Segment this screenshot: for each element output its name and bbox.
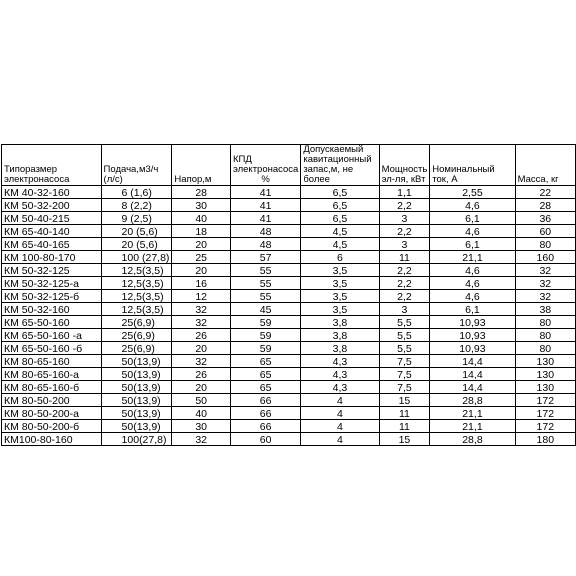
- cell-mass: 60: [515, 225, 575, 238]
- table-row: [2, 342, 576, 355]
- cell-power: 7,5: [379, 381, 430, 394]
- header-power-line1: Мощность: [381, 164, 428, 175]
- cell-head: 50: [172, 394, 231, 407]
- header-flow: [101, 145, 172, 186]
- table-row: [2, 277, 576, 290]
- cell-flow: 25(6,9): [101, 316, 172, 329]
- header-npsh-line1: Допускаемый: [303, 144, 364, 155]
- cell-power: 11: [379, 251, 430, 264]
- cell-npsh: 3,5: [301, 290, 379, 303]
- cell-current: 2,55: [430, 186, 515, 199]
- cell-npsh: 4,3: [301, 381, 379, 394]
- cell-head: 40: [172, 212, 231, 225]
- cell-npsh: 4: [301, 394, 379, 407]
- cell-efficiency: 65: [230, 355, 300, 368]
- table-row: [2, 212, 576, 225]
- header-power: [379, 145, 430, 186]
- cell-model: КМ 50-32-200: [2, 199, 102, 212]
- cell-model: КМ 80-50-200-а: [2, 407, 102, 420]
- table-row: [2, 381, 576, 394]
- cell-mass: 130: [515, 368, 575, 381]
- cell-npsh: 6,5: [301, 186, 379, 199]
- cell-mass: 80: [515, 342, 575, 355]
- cell-current: 4,6: [430, 199, 515, 212]
- cell-npsh: 6: [301, 251, 379, 264]
- cell-head: 32: [172, 355, 231, 368]
- header-efficiency-line2: электронасоса: [232, 164, 299, 175]
- cell-efficiency: 55: [230, 290, 300, 303]
- cell-model: КМ 50-32-125-а: [2, 277, 102, 290]
- cell-flow: 12,5(3,5): [101, 303, 172, 316]
- cell-flow: 20 (5,6): [101, 238, 172, 251]
- table-body: [2, 145, 576, 446]
- cell-model: КМ100-80-160: [2, 433, 102, 446]
- cell-efficiency: 48: [230, 225, 300, 238]
- cell-mass: 80: [515, 238, 575, 251]
- cell-npsh: 3,8: [301, 342, 379, 355]
- cell-flow: 25(6,9): [101, 329, 172, 342]
- header-flow-line1: Подача,м3/ч: [103, 164, 159, 175]
- pump-spec-table: [1, 144, 576, 446]
- cell-power: 5,5: [379, 316, 430, 329]
- cell-power: 2,2: [379, 225, 430, 238]
- cell-flow: 20 (5,6): [101, 225, 172, 238]
- cell-head: 20: [172, 342, 231, 355]
- cell-efficiency: 45: [230, 303, 300, 316]
- cell-head: 20: [172, 264, 231, 277]
- cell-mass: 160: [515, 251, 575, 264]
- cell-current: 14,4: [430, 355, 515, 368]
- cell-model: КМ 80-50-200-б: [2, 420, 102, 433]
- cell-current: 4,6: [430, 290, 515, 303]
- cell-model: КМ 50-40-215: [2, 212, 102, 225]
- cell-model: КМ 65-40-165: [2, 238, 102, 251]
- cell-current: 28,8: [430, 433, 515, 446]
- cell-power: 15: [379, 394, 430, 407]
- cell-flow: 50(13,9): [101, 420, 172, 433]
- cell-head: 20: [172, 381, 231, 394]
- cell-model: КМ 50-32-125-б: [2, 290, 102, 303]
- cell-flow: 6 (1,6): [101, 186, 172, 199]
- cell-npsh: 3,8: [301, 316, 379, 329]
- header-mass-text: Масса, кг: [517, 174, 559, 185]
- table-row: [2, 407, 576, 420]
- cell-efficiency: 59: [230, 329, 300, 342]
- cell-model: КМ 65-40-140: [2, 225, 102, 238]
- cell-mass: 172: [515, 407, 575, 420]
- cell-current: 21,1: [430, 420, 515, 433]
- table-row: [2, 290, 576, 303]
- cell-power: 15: [379, 433, 430, 446]
- cell-mass: 80: [515, 316, 575, 329]
- header-head-text: Напор,м: [174, 174, 212, 185]
- cell-efficiency: 66: [230, 420, 300, 433]
- table-row: [2, 199, 576, 212]
- cell-head: 18: [172, 225, 231, 238]
- cell-npsh: 4: [301, 433, 379, 446]
- cell-mass: 32: [515, 277, 575, 290]
- cell-mass: 28: [515, 199, 575, 212]
- cell-head: 40: [172, 407, 231, 420]
- cell-flow: 50(13,9): [101, 368, 172, 381]
- cell-efficiency: 41: [230, 199, 300, 212]
- header-current: [430, 145, 515, 186]
- cell-head: 25: [172, 251, 231, 264]
- cell-efficiency: 57: [230, 251, 300, 264]
- cell-efficiency: 48: [230, 238, 300, 251]
- cell-power: 5,5: [379, 329, 430, 342]
- cell-current: 6,1: [430, 303, 515, 316]
- table-row: [2, 433, 576, 446]
- cell-model: КМ 50-32-125: [2, 264, 102, 277]
- header-efficiency: [230, 145, 300, 186]
- table-row: [2, 420, 576, 433]
- cell-flow: 50(13,9): [101, 407, 172, 420]
- cell-npsh: 6,5: [301, 212, 379, 225]
- table-row: [2, 251, 576, 264]
- cell-flow: 50(13,9): [101, 355, 172, 368]
- cell-head: 32: [172, 316, 231, 329]
- cell-model: КМ 80-65-160: [2, 355, 102, 368]
- cell-head: 32: [172, 433, 231, 446]
- cell-current: 6,1: [430, 212, 515, 225]
- cell-npsh: 4,3: [301, 368, 379, 381]
- cell-current: 14,4: [430, 368, 515, 381]
- header-head: [172, 145, 231, 186]
- cell-flow: 25(6,9): [101, 342, 172, 355]
- cell-head: 20: [172, 238, 231, 251]
- cell-power: 11: [379, 420, 430, 433]
- cell-efficiency: 66: [230, 407, 300, 420]
- cell-npsh: 4: [301, 420, 379, 433]
- cell-efficiency: 65: [230, 368, 300, 381]
- table-row: [2, 368, 576, 381]
- cell-flow: 50(13,9): [101, 394, 172, 407]
- cell-mass: 36: [515, 212, 575, 225]
- cell-power: 3: [379, 238, 430, 251]
- cell-current: 4,6: [430, 277, 515, 290]
- cell-current: 28,8: [430, 394, 515, 407]
- cell-efficiency: 65: [230, 381, 300, 394]
- cell-efficiency: 60: [230, 433, 300, 446]
- cell-efficiency: 41: [230, 186, 300, 199]
- header-mass: [515, 145, 575, 186]
- cell-mass: 172: [515, 420, 575, 433]
- cell-head: 26: [172, 329, 231, 342]
- header-row: [2, 145, 576, 186]
- cell-mass: 80: [515, 329, 575, 342]
- cell-power: 2,2: [379, 264, 430, 277]
- cell-power: 11: [379, 407, 430, 420]
- cell-model: КМ 65-50-160 -а: [2, 329, 102, 342]
- header-model-line2: электронасоса: [4, 174, 70, 185]
- cell-efficiency: 59: [230, 316, 300, 329]
- cell-head: 16: [172, 277, 231, 290]
- cell-head: 12: [172, 290, 231, 303]
- cell-mass: 22: [515, 186, 575, 199]
- cell-model: КМ 80-50-200: [2, 394, 102, 407]
- cell-npsh: 3,5: [301, 264, 379, 277]
- cell-power: 2,2: [379, 277, 430, 290]
- cell-flow: 8 (2,2): [101, 199, 172, 212]
- cell-flow: 12,5(3,5): [101, 264, 172, 277]
- cell-npsh: 4,5: [301, 238, 379, 251]
- cell-npsh: 4: [301, 407, 379, 420]
- header-flow-line2: (л/с): [103, 174, 123, 185]
- cell-npsh: 3,8: [301, 329, 379, 342]
- header-current-text: Номинальный ток, А: [432, 164, 495, 185]
- cell-current: 4,6: [430, 264, 515, 277]
- cell-flow: 9 (2,5): [101, 212, 172, 225]
- cell-power: 7,5: [379, 368, 430, 381]
- cell-power: 2,2: [379, 199, 430, 212]
- cell-model: КМ 50-32-160: [2, 303, 102, 316]
- cell-npsh: 4,3: [301, 355, 379, 368]
- header-power-line2: эл-ля, кВт: [381, 174, 426, 185]
- cell-model: КМ 40-32-160: [2, 186, 102, 199]
- header-efficiency-line1: КПД: [232, 154, 252, 165]
- header-npsh-line2: кавитационный: [303, 154, 372, 165]
- cell-power: 3: [379, 212, 430, 225]
- cell-model: КМ 80-65-160-а: [2, 368, 102, 381]
- cell-mass: 130: [515, 381, 575, 394]
- cell-model: КМ 65-50-160 -б: [2, 342, 102, 355]
- header-model: [2, 145, 102, 186]
- cell-npsh: 4,5: [301, 225, 379, 238]
- cell-current: 6,1: [430, 238, 515, 251]
- cell-model: КМ 80-65-160-б: [2, 381, 102, 394]
- cell-power: 1,1: [379, 186, 430, 199]
- cell-model: КМ 100-80-170: [2, 251, 102, 264]
- table-row: [2, 186, 576, 199]
- cell-head: 26: [172, 368, 231, 381]
- cell-current: 10,93: [430, 316, 515, 329]
- cell-head: 30: [172, 199, 231, 212]
- cell-power: 3: [379, 303, 430, 316]
- cell-current: 14,4: [430, 381, 515, 394]
- cell-flow: 100(27,8): [101, 433, 172, 446]
- table-row: [2, 264, 576, 277]
- cell-current: 21,1: [430, 251, 515, 264]
- cell-current: 4,6: [430, 225, 515, 238]
- cell-efficiency: 55: [230, 264, 300, 277]
- table-row: [2, 238, 576, 251]
- cell-efficiency: 59: [230, 342, 300, 355]
- cell-mass: 180: [515, 433, 575, 446]
- cell-flow: 12,5(3,5): [101, 290, 172, 303]
- table-row: [2, 355, 576, 368]
- cell-current: 10,93: [430, 342, 515, 355]
- cell-efficiency: 41: [230, 212, 300, 225]
- header-npsh-line3: запас,м, не более: [303, 164, 354, 185]
- cell-flow: 50(13,9): [101, 381, 172, 394]
- cell-mass: 38: [515, 303, 575, 316]
- cell-flow: 12,5(3,5): [101, 277, 172, 290]
- cell-flow: 100 (27,8): [101, 251, 172, 264]
- cell-power: 5,5: [379, 342, 430, 355]
- cell-power: 2,2: [379, 290, 430, 303]
- cell-mass: 172: [515, 394, 575, 407]
- table-row: [2, 316, 576, 329]
- cell-model: КМ 65-50-160: [2, 316, 102, 329]
- cell-mass: 32: [515, 290, 575, 303]
- cell-efficiency: 66: [230, 394, 300, 407]
- cell-head: 28: [172, 186, 231, 199]
- header-npsh: [301, 145, 379, 186]
- cell-mass: 130: [515, 355, 575, 368]
- header-efficiency-line3: %: [261, 174, 270, 185]
- table-row: [2, 394, 576, 407]
- cell-npsh: 6,5: [301, 199, 379, 212]
- cell-npsh: 3,5: [301, 303, 379, 316]
- cell-current: 10,93: [430, 329, 515, 342]
- table-row: [2, 329, 576, 342]
- cell-efficiency: 55: [230, 277, 300, 290]
- cell-npsh: 3,5: [301, 277, 379, 290]
- cell-power: 7,5: [379, 355, 430, 368]
- cell-mass: 32: [515, 264, 575, 277]
- table-row: [2, 303, 576, 316]
- cell-current: 21,1: [430, 407, 515, 420]
- cell-head: 30: [172, 420, 231, 433]
- header-model-line1: Типоразмер: [4, 164, 58, 175]
- cell-head: 32: [172, 303, 231, 316]
- table-row: [2, 225, 576, 238]
